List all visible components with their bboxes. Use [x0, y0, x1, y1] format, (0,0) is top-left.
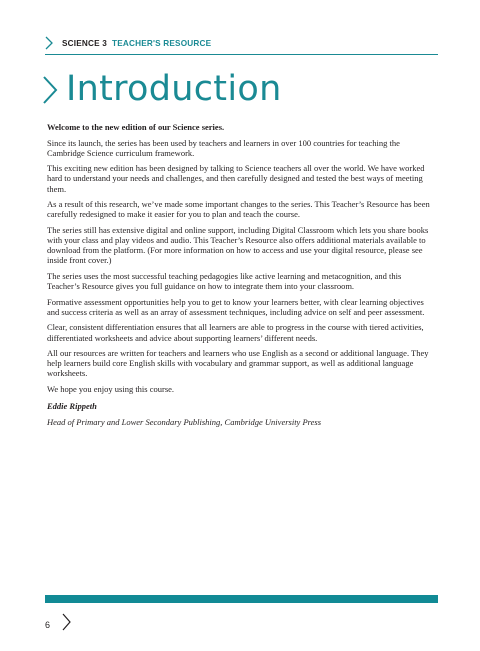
intro-paragraph: Clear, consistent differentiation ensures that all learners are able to progress in the course with tiered activities, differentiated worksheets and advice about supporting learners’ different needs.: [47, 322, 424, 343]
footer-chevron-icon: [62, 613, 71, 631]
header-subtitle-label: TEACHER'S RESOURCE: [112, 39, 212, 48]
page-number: 6: [45, 620, 51, 630]
signature-role: Head of Primary and Lower Secondary Publishing, Cambridge University Press: [47, 416, 322, 427]
body-text: [47, 122, 435, 432]
intro-paragraph: We hope you enjoy using this course.: [47, 383, 175, 394]
intro-paragraph: This exciting new edition has been designed by talking to Science teachers all over the world. We have worked hard to understand your needs and challenges, and then carefully designed and tested the best ways of meeting them.: [47, 163, 425, 194]
header-chevron-icon: [45, 36, 53, 50]
signature-name: Eddie Rippeth: [47, 401, 97, 412]
title-chevron-icon: [42, 76, 58, 104]
intro-paragraph: The series uses the most successful teaching pedagogies like active learning and metacognition, and this Teacher’s Resource gives you full guidance on how to integrate them into your classroom.: [47, 270, 402, 292]
intro-paragraph: All our resources are written for teachers and learners who use English as a second or additional language. They help learners build core English skills with vocabulary and grammar support, as well as additional language worksheets.: [47, 348, 429, 379]
running-header: [45, 34, 438, 55]
intro-paragraph: Formative assessment opportunities help you to get to know your learners better, with clear learning objectives and success criteria as well as an array of assessment techniques, including advice on self and peer assessment.: [47, 296, 425, 317]
footer-accent-bar: [45, 595, 438, 603]
intro-paragraph: Since its launch, the series has been used by teachers and learners in over 100 countries for teaching the Cambridge Science curriculum framework.: [47, 137, 400, 158]
intro-paragraph: As a result of this research, we’ve made some important changes to the series. This Teacher’s Resource has been carefully redesigned to make it easier for you to plan and teach the course.: [47, 199, 430, 220]
intro-paragraph-welcome: Welcome to the new edition of our Science series.: [47, 122, 225, 132]
intro-paragraph: The series still has extensive digital and online support, including Digital Classroom which lets you share books with your class and play videos and audio. This Teacher’s Resource also offers additional materials available to download from the platform. (For more information on how to access and use your digital resource, please see inside front cover.): [47, 224, 429, 266]
header-series-label: SCIENCE 3: [62, 39, 108, 48]
page-title: Introduction: [66, 69, 282, 109]
